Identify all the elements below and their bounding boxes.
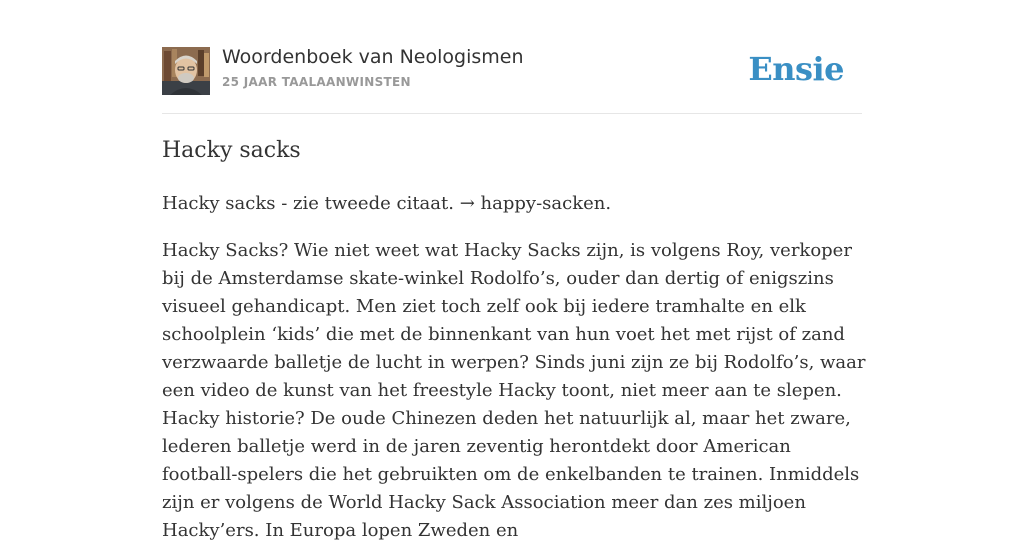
article-title: Hacky sacks bbox=[162, 138, 301, 163]
ensie-logo[interactable]: Ensie bbox=[748, 50, 844, 88]
page-container bbox=[162, 0, 866, 541]
site-subtitle: 25 JAAR TAALAANWINSTEN bbox=[222, 75, 411, 89]
definition-prefix: Hacky sacks - zie tweede citaat. bbox=[162, 193, 460, 214]
definition-text bbox=[162, 192, 611, 216]
quote-paragraph: Hacky Sacks? Wie niet weet wat Hacky Sacks zijn, is volgens Roy, verkoper bij de Amsterdamse skate-winkel Rodolfo’s, ouder dan dertig of enigszins visueel gehandicapt. Men ziet toch zelf ook bij iedere tramhalte en elk schoolplein ‘kids’ die met de binnenkant van hun voet het met rijst of zand verzwaarde balletje de lucht in werpen? Sinds juni zijn ze bij Rodolfo’s, waar een video de kunst van het freestyle Hacky toont, niet meer aan te slepen. Hacky historie? De oude Chinezen deden het natuurlijk al, maar het zware, lederen balletje werd in de jaren zeventig herontdekt door American football-spelers die het gebruikten om de enkelbanden te trainen. Inmiddels zijn er volgens de World Hacky Sack Association meer dan zes miljoen Hacky’ers. In Europa lopen Zweden en bbox=[162, 240, 866, 541]
arrow-right-icon: → bbox=[459, 193, 475, 214]
happy-sacken-link[interactable]: happy-sacken bbox=[480, 193, 606, 214]
site-header bbox=[162, 0, 862, 114]
avatar-portrait-icon bbox=[162, 47, 210, 95]
author-avatar[interactable] bbox=[162, 47, 210, 95]
site-title-link[interactable]: Woordenboek van Neologismen bbox=[222, 46, 524, 68]
definition-suffix: . bbox=[605, 193, 612, 214]
